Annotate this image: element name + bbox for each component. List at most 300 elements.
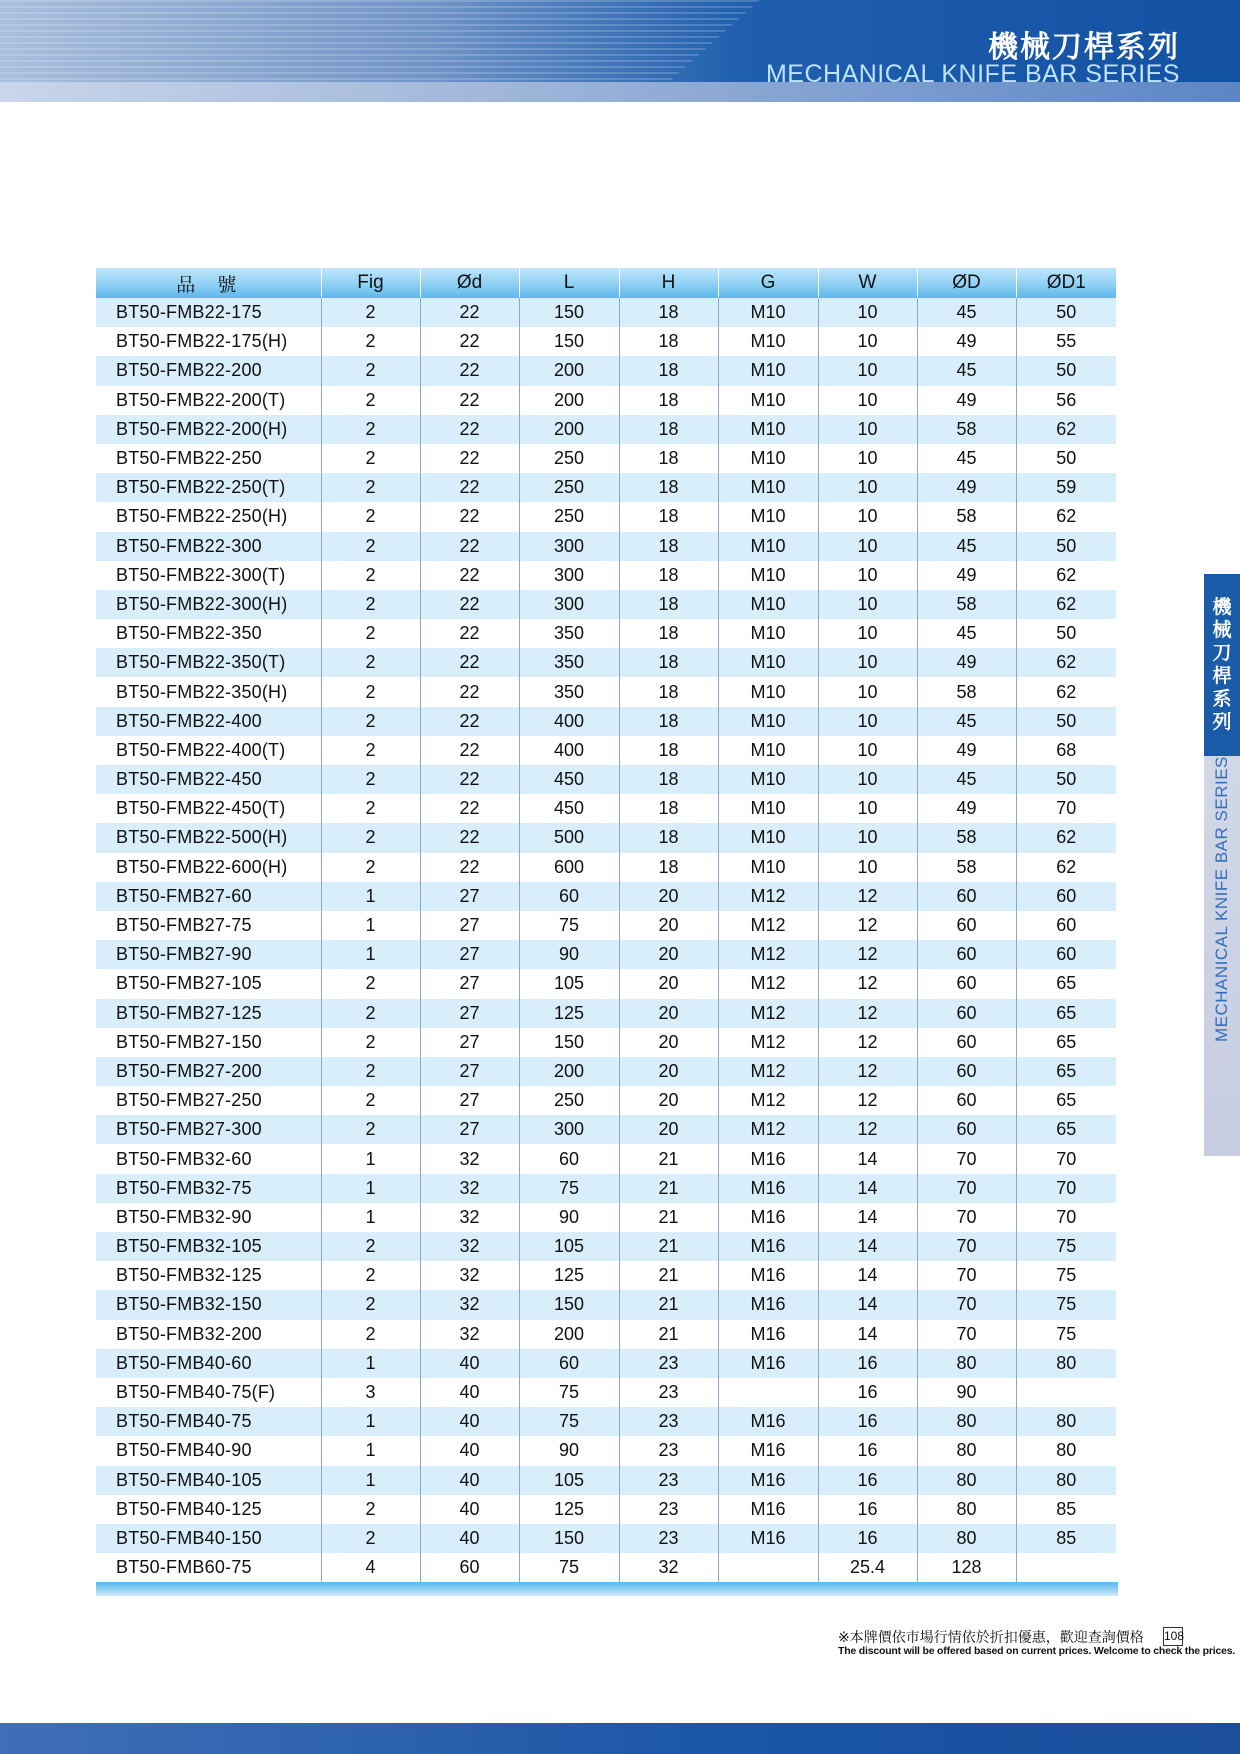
cell-outer-diameter: 58 bbox=[917, 590, 1016, 619]
cell-part-number: BT50-FMB32-90 bbox=[96, 1203, 321, 1232]
table-row bbox=[96, 911, 1116, 940]
cell-h: 20 bbox=[619, 1115, 718, 1144]
cell-outer-diameter: 60 bbox=[917, 882, 1016, 911]
cell-length: 200 bbox=[519, 356, 619, 385]
cell-g-thread: M16 bbox=[718, 1232, 818, 1261]
cell-g-thread: M12 bbox=[718, 1057, 818, 1086]
cell-part-number: BT50-FMB22-250(H) bbox=[96, 502, 321, 531]
cell-h: 18 bbox=[619, 327, 718, 356]
cell-outer-diameter: 70 bbox=[917, 1203, 1016, 1232]
cell-outer-diameter-1 bbox=[1016, 1378, 1116, 1407]
cell-h: 23 bbox=[619, 1349, 718, 1378]
page-title-cn: 機械刀桿系列 bbox=[988, 30, 1180, 65]
cell-shank-diameter: 22 bbox=[420, 502, 519, 531]
cell-w: 16 bbox=[818, 1349, 917, 1378]
cell-part-number: BT50-FMB27-125 bbox=[96, 999, 321, 1028]
page-number: 108 bbox=[1163, 1627, 1183, 1646]
cell-length: 300 bbox=[519, 532, 619, 561]
cell-h: 18 bbox=[619, 823, 718, 852]
cell-fig: 2 bbox=[321, 298, 420, 327]
cell-shank-diameter: 27 bbox=[420, 1115, 519, 1144]
cell-part-number: BT50-FMB22-400 bbox=[96, 707, 321, 736]
table-row bbox=[96, 765, 1116, 794]
cell-fig: 1 bbox=[321, 1407, 420, 1436]
cell-g-thread: M10 bbox=[718, 327, 818, 356]
cell-outer-diameter: 80 bbox=[917, 1495, 1016, 1524]
cell-part-number: BT50-FMB22-200(T) bbox=[96, 386, 321, 415]
cell-outer-diameter-1: 65 bbox=[1016, 1086, 1116, 1115]
cell-part-number: BT50-FMB40-105 bbox=[96, 1466, 321, 1495]
cell-part-number: BT50-FMB22-350(H) bbox=[96, 677, 321, 706]
cell-h: 21 bbox=[619, 1174, 718, 1203]
cell-length: 90 bbox=[519, 1436, 619, 1465]
cell-part-number: BT50-FMB22-450(T) bbox=[96, 794, 321, 823]
cell-w: 10 bbox=[818, 619, 917, 648]
cell-g-thread: M12 bbox=[718, 1086, 818, 1115]
cell-shank-diameter: 27 bbox=[420, 969, 519, 998]
cell-part-number: BT50-FMB22-600(H) bbox=[96, 853, 321, 882]
table-row bbox=[96, 1232, 1116, 1261]
cell-outer-diameter-1: 50 bbox=[1016, 444, 1116, 473]
cell-h: 21 bbox=[619, 1290, 718, 1319]
cell-length: 350 bbox=[519, 619, 619, 648]
cell-outer-diameter-1: 80 bbox=[1016, 1466, 1116, 1495]
cell-shank-diameter: 22 bbox=[420, 590, 519, 619]
cell-length: 150 bbox=[519, 1028, 619, 1057]
cell-g-thread: M10 bbox=[718, 794, 818, 823]
cell-outer-diameter-1: 62 bbox=[1016, 561, 1116, 590]
cell-part-number: BT50-FMB27-60 bbox=[96, 882, 321, 911]
cell-length: 300 bbox=[519, 561, 619, 590]
cell-w: 12 bbox=[818, 882, 917, 911]
table-row bbox=[96, 940, 1116, 969]
cell-shank-diameter: 27 bbox=[420, 911, 519, 940]
cell-w: 14 bbox=[818, 1203, 917, 1232]
cell-g-thread: M16 bbox=[718, 1466, 818, 1495]
cell-g-thread: M10 bbox=[718, 502, 818, 531]
price-note-en: The discount will be offered based on current prices. Welcome to check the prices. bbox=[838, 1645, 1236, 1657]
column-header-g-thread: G bbox=[718, 268, 818, 298]
cell-g-thread: M12 bbox=[718, 999, 818, 1028]
header-banner bbox=[0, 0, 1240, 102]
table-row bbox=[96, 969, 1116, 998]
cell-part-number: BT50-FMB40-150 bbox=[96, 1524, 321, 1553]
side-tab-title-en: MECHANICAL KNIFE BAR SERIES bbox=[1212, 756, 1231, 1042]
cell-length: 250 bbox=[519, 473, 619, 502]
side-tab-char: 桿 bbox=[1212, 665, 1232, 687]
cell-shank-diameter: 40 bbox=[420, 1349, 519, 1378]
cell-length: 150 bbox=[519, 1290, 619, 1319]
table-row bbox=[96, 1203, 1116, 1232]
cell-shank-diameter: 22 bbox=[420, 386, 519, 415]
cell-part-number: BT50-FMB40-125 bbox=[96, 1495, 321, 1524]
column-header-part-number: 品號 bbox=[96, 268, 321, 298]
column-header-h: H bbox=[619, 268, 718, 298]
cell-g-thread: M12 bbox=[718, 911, 818, 940]
cell-g-thread: M12 bbox=[718, 969, 818, 998]
cell-fig: 2 bbox=[321, 969, 420, 998]
cell-outer-diameter: 80 bbox=[917, 1436, 1016, 1465]
cell-outer-diameter-1: 62 bbox=[1016, 502, 1116, 531]
column-header-w: W bbox=[818, 268, 917, 298]
cell-fig: 2 bbox=[321, 1320, 420, 1349]
cell-g-thread: M16 bbox=[718, 1524, 818, 1553]
cell-part-number: BT50-FMB22-300(H) bbox=[96, 590, 321, 619]
cell-h: 21 bbox=[619, 1261, 718, 1290]
cell-fig: 2 bbox=[321, 1086, 420, 1115]
cell-fig: 1 bbox=[321, 940, 420, 969]
side-tab-char: 列 bbox=[1212, 711, 1232, 733]
cell-part-number: BT50-FMB22-250 bbox=[96, 444, 321, 473]
cell-w: 14 bbox=[818, 1320, 917, 1349]
cell-g-thread: M16 bbox=[718, 1290, 818, 1319]
cell-outer-diameter-1: 65 bbox=[1016, 1115, 1116, 1144]
cell-w: 12 bbox=[818, 999, 917, 1028]
table-row bbox=[96, 502, 1116, 531]
cell-outer-diameter: 80 bbox=[917, 1466, 1016, 1495]
cell-part-number: BT50-FMB40-75 bbox=[96, 1407, 321, 1436]
cell-w: 10 bbox=[818, 648, 917, 677]
cell-outer-diameter: 80 bbox=[917, 1407, 1016, 1436]
cell-fig: 2 bbox=[321, 415, 420, 444]
cell-w: 10 bbox=[818, 532, 917, 561]
cell-g-thread: M16 bbox=[718, 1174, 818, 1203]
table-row bbox=[96, 1290, 1116, 1319]
cell-g-thread: M12 bbox=[718, 1028, 818, 1057]
cell-fig: 3 bbox=[321, 1378, 420, 1407]
table-bottom-bar bbox=[96, 1582, 1118, 1596]
cell-g-thread: M12 bbox=[718, 940, 818, 969]
table-header-row bbox=[96, 268, 1116, 298]
cell-g-thread: M16 bbox=[718, 1144, 818, 1173]
cell-g-thread: M16 bbox=[718, 1261, 818, 1290]
cell-h: 18 bbox=[619, 794, 718, 823]
cell-outer-diameter-1: 50 bbox=[1016, 707, 1116, 736]
table-row bbox=[96, 619, 1116, 648]
cell-part-number: BT50-FMB27-300 bbox=[96, 1115, 321, 1144]
cell-outer-diameter-1: 50 bbox=[1016, 619, 1116, 648]
cell-length: 90 bbox=[519, 1203, 619, 1232]
cell-shank-diameter: 22 bbox=[420, 794, 519, 823]
cell-h: 23 bbox=[619, 1436, 718, 1465]
cell-length: 105 bbox=[519, 1232, 619, 1261]
cell-g-thread bbox=[718, 1378, 818, 1407]
cell-outer-diameter: 49 bbox=[917, 327, 1016, 356]
cell-w: 12 bbox=[818, 940, 917, 969]
cell-outer-diameter: 45 bbox=[917, 765, 1016, 794]
cell-outer-diameter: 70 bbox=[917, 1174, 1016, 1203]
cell-fig: 2 bbox=[321, 853, 420, 882]
cell-fig: 2 bbox=[321, 1524, 420, 1553]
cell-outer-diameter-1: 60 bbox=[1016, 882, 1116, 911]
cell-h: 23 bbox=[619, 1466, 718, 1495]
table-row bbox=[96, 1028, 1116, 1057]
cell-fig: 1 bbox=[321, 911, 420, 940]
table-row bbox=[96, 1495, 1116, 1524]
cell-length: 200 bbox=[519, 1057, 619, 1086]
cell-g-thread: M16 bbox=[718, 1320, 818, 1349]
cell-outer-diameter: 60 bbox=[917, 940, 1016, 969]
cell-fig: 2 bbox=[321, 1057, 420, 1086]
cell-length: 125 bbox=[519, 999, 619, 1028]
cell-part-number: BT50-FMB22-250(T) bbox=[96, 473, 321, 502]
cell-w: 14 bbox=[818, 1144, 917, 1173]
cell-w: 25.4 bbox=[818, 1553, 917, 1582]
cell-outer-diameter: 45 bbox=[917, 298, 1016, 327]
cell-fig: 2 bbox=[321, 386, 420, 415]
banner-stripes bbox=[0, 0, 760, 82]
cell-g-thread: M16 bbox=[718, 1495, 818, 1524]
cell-part-number: BT50-FMB22-200(H) bbox=[96, 415, 321, 444]
cell-length: 600 bbox=[519, 853, 619, 882]
cell-length: 125 bbox=[519, 1495, 619, 1524]
cell-part-number: BT50-FMB60-75 bbox=[96, 1553, 321, 1582]
cell-g-thread: M10 bbox=[718, 677, 818, 706]
cell-length: 350 bbox=[519, 648, 619, 677]
cell-part-number: BT50-FMB22-350(T) bbox=[96, 648, 321, 677]
cell-h: 20 bbox=[619, 1086, 718, 1115]
cell-outer-diameter: 70 bbox=[917, 1261, 1016, 1290]
cell-outer-diameter: 45 bbox=[917, 356, 1016, 385]
cell-shank-diameter: 60 bbox=[420, 1553, 519, 1582]
cell-outer-diameter: 58 bbox=[917, 853, 1016, 882]
cell-h: 20 bbox=[619, 1057, 718, 1086]
cell-g-thread bbox=[718, 1553, 818, 1582]
footer-bar bbox=[0, 1723, 1240, 1754]
cell-h: 20 bbox=[619, 882, 718, 911]
cell-fig: 4 bbox=[321, 1553, 420, 1582]
cell-outer-diameter: 49 bbox=[917, 561, 1016, 590]
cell-fig: 2 bbox=[321, 677, 420, 706]
side-tab[interactable] bbox=[1204, 574, 1240, 1156]
cell-outer-diameter-1: 80 bbox=[1016, 1436, 1116, 1465]
cell-outer-diameter-1: 65 bbox=[1016, 999, 1116, 1028]
cell-shank-diameter: 32 bbox=[420, 1320, 519, 1349]
cell-g-thread: M16 bbox=[718, 1349, 818, 1378]
table-row bbox=[96, 1524, 1116, 1553]
cell-part-number: BT50-FMB22-450 bbox=[96, 765, 321, 794]
cell-h: 18 bbox=[619, 677, 718, 706]
cell-part-number: BT50-FMB40-75(F) bbox=[96, 1378, 321, 1407]
table-row bbox=[96, 356, 1116, 385]
cell-length: 150 bbox=[519, 298, 619, 327]
cell-outer-diameter-1: 65 bbox=[1016, 1028, 1116, 1057]
cell-outer-diameter: 60 bbox=[917, 1028, 1016, 1057]
cell-shank-diameter: 27 bbox=[420, 999, 519, 1028]
cell-fig: 1 bbox=[321, 882, 420, 911]
cell-length: 75 bbox=[519, 1407, 619, 1436]
cell-part-number: BT50-FMB22-200 bbox=[96, 356, 321, 385]
cell-fig: 2 bbox=[321, 356, 420, 385]
cell-fig: 2 bbox=[321, 619, 420, 648]
cell-w: 10 bbox=[818, 677, 917, 706]
cell-outer-diameter: 60 bbox=[917, 999, 1016, 1028]
cell-fig: 2 bbox=[321, 1028, 420, 1057]
cell-outer-diameter: 49 bbox=[917, 386, 1016, 415]
cell-w: 10 bbox=[818, 298, 917, 327]
column-header-shank-diameter: Ød bbox=[420, 268, 519, 298]
cell-outer-diameter: 70 bbox=[917, 1290, 1016, 1319]
cell-fig: 2 bbox=[321, 1290, 420, 1319]
cell-shank-diameter: 22 bbox=[420, 736, 519, 765]
cell-outer-diameter-1: 85 bbox=[1016, 1524, 1116, 1553]
cell-outer-diameter: 45 bbox=[917, 532, 1016, 561]
cell-h: 18 bbox=[619, 561, 718, 590]
spec-table-container bbox=[96, 268, 1116, 1596]
page-title-en: MECHANICAL KNIFE BAR SERIES bbox=[765, 60, 1180, 88]
table-row bbox=[96, 1349, 1116, 1378]
cell-part-number: BT50-FMB32-200 bbox=[96, 1320, 321, 1349]
cell-part-number: BT50-FMB27-200 bbox=[96, 1057, 321, 1086]
column-header-outer-diameter-1: ØD1 bbox=[1016, 268, 1116, 298]
cell-w: 10 bbox=[818, 707, 917, 736]
cell-fig: 2 bbox=[321, 532, 420, 561]
table-row bbox=[96, 999, 1116, 1028]
cell-length: 75 bbox=[519, 1174, 619, 1203]
cell-outer-diameter-1: 68 bbox=[1016, 736, 1116, 765]
cell-shank-diameter: 22 bbox=[420, 444, 519, 473]
cell-g-thread: M10 bbox=[718, 444, 818, 473]
cell-part-number: BT50-FMB32-105 bbox=[96, 1232, 321, 1261]
cell-shank-diameter: 40 bbox=[420, 1378, 519, 1407]
cell-length: 75 bbox=[519, 1378, 619, 1407]
cell-fig: 1 bbox=[321, 1466, 420, 1495]
cell-h: 18 bbox=[619, 532, 718, 561]
table-row bbox=[96, 823, 1116, 852]
cell-outer-diameter: 60 bbox=[917, 969, 1016, 998]
cell-g-thread: M10 bbox=[718, 619, 818, 648]
cell-outer-diameter: 45 bbox=[917, 707, 1016, 736]
cell-part-number: BT50-FMB32-125 bbox=[96, 1261, 321, 1290]
cell-shank-diameter: 22 bbox=[420, 619, 519, 648]
cell-shank-diameter: 22 bbox=[420, 823, 519, 852]
cell-shank-diameter: 27 bbox=[420, 1057, 519, 1086]
cell-h: 21 bbox=[619, 1320, 718, 1349]
table-row bbox=[96, 590, 1116, 619]
cell-length: 105 bbox=[519, 1466, 619, 1495]
cell-length: 150 bbox=[519, 327, 619, 356]
cell-g-thread: M10 bbox=[718, 561, 818, 590]
side-tab-char: 刀 bbox=[1212, 642, 1232, 664]
table-body bbox=[96, 298, 1116, 1582]
cell-h: 18 bbox=[619, 590, 718, 619]
cell-g-thread: M16 bbox=[718, 1436, 818, 1465]
cell-fig: 2 bbox=[321, 1115, 420, 1144]
cell-part-number: BT50-FMB32-150 bbox=[96, 1290, 321, 1319]
cell-outer-diameter: 128 bbox=[917, 1553, 1016, 1582]
cell-w: 12 bbox=[818, 911, 917, 940]
cell-part-number: BT50-FMB32-60 bbox=[96, 1144, 321, 1173]
cell-outer-diameter-1: 80 bbox=[1016, 1349, 1116, 1378]
cell-outer-diameter-1: 80 bbox=[1016, 1407, 1116, 1436]
cell-shank-diameter: 27 bbox=[420, 882, 519, 911]
table-row bbox=[96, 1466, 1116, 1495]
cell-outer-diameter: 60 bbox=[917, 1086, 1016, 1115]
cell-part-number: BT50-FMB22-175(H) bbox=[96, 327, 321, 356]
cell-shank-diameter: 32 bbox=[420, 1174, 519, 1203]
cell-outer-diameter-1: 50 bbox=[1016, 765, 1116, 794]
cell-outer-diameter-1: 50 bbox=[1016, 356, 1116, 385]
cell-outer-diameter-1: 85 bbox=[1016, 1495, 1116, 1524]
cell-shank-diameter: 22 bbox=[420, 648, 519, 677]
cell-w: 10 bbox=[818, 502, 917, 531]
table-row bbox=[96, 882, 1116, 911]
cell-g-thread: M10 bbox=[718, 736, 818, 765]
cell-outer-diameter-1: 75 bbox=[1016, 1261, 1116, 1290]
cell-length: 60 bbox=[519, 1349, 619, 1378]
cell-part-number: BT50-FMB22-400(T) bbox=[96, 736, 321, 765]
cell-shank-diameter: 22 bbox=[420, 473, 519, 502]
cell-shank-diameter: 40 bbox=[420, 1466, 519, 1495]
column-header-outer-diameter: ØD bbox=[917, 268, 1016, 298]
cell-w: 16 bbox=[818, 1436, 917, 1465]
cell-outer-diameter-1: 60 bbox=[1016, 911, 1116, 940]
cell-h: 23 bbox=[619, 1524, 718, 1553]
cell-outer-diameter-1: 70 bbox=[1016, 1174, 1116, 1203]
cell-shank-diameter: 32 bbox=[420, 1144, 519, 1173]
cell-h: 18 bbox=[619, 707, 718, 736]
table-row bbox=[96, 1436, 1116, 1465]
cell-w: 12 bbox=[818, 1115, 917, 1144]
cell-outer-diameter-1: 62 bbox=[1016, 415, 1116, 444]
cell-part-number: BT50-FMB22-300(T) bbox=[96, 561, 321, 590]
cell-w: 12 bbox=[818, 1086, 917, 1115]
cell-w: 10 bbox=[818, 736, 917, 765]
cell-shank-diameter: 22 bbox=[420, 561, 519, 590]
table-row bbox=[96, 648, 1116, 677]
cell-length: 400 bbox=[519, 707, 619, 736]
cell-g-thread: M10 bbox=[718, 386, 818, 415]
cell-fig: 2 bbox=[321, 999, 420, 1028]
cell-g-thread: M10 bbox=[718, 853, 818, 882]
cell-w: 14 bbox=[818, 1290, 917, 1319]
cell-outer-diameter-1: 62 bbox=[1016, 853, 1116, 882]
cell-part-number: BT50-FMB22-350 bbox=[96, 619, 321, 648]
cell-outer-diameter: 58 bbox=[917, 415, 1016, 444]
cell-length: 250 bbox=[519, 1086, 619, 1115]
table-row bbox=[96, 707, 1116, 736]
cell-g-thread: M10 bbox=[718, 648, 818, 677]
table-row bbox=[96, 677, 1116, 706]
table-row bbox=[96, 1261, 1116, 1290]
cell-length: 75 bbox=[519, 911, 619, 940]
cell-fig: 1 bbox=[321, 1349, 420, 1378]
table-row bbox=[96, 473, 1116, 502]
cell-length: 250 bbox=[519, 502, 619, 531]
cell-shank-diameter: 40 bbox=[420, 1495, 519, 1524]
cell-length: 200 bbox=[519, 386, 619, 415]
cell-length: 105 bbox=[519, 969, 619, 998]
cell-length: 250 bbox=[519, 444, 619, 473]
cell-outer-diameter-1: 56 bbox=[1016, 386, 1116, 415]
side-tab-char: 機 bbox=[1212, 596, 1232, 618]
cell-outer-diameter: 49 bbox=[917, 794, 1016, 823]
cell-part-number: BT50-FMB40-60 bbox=[96, 1349, 321, 1378]
cell-fig: 2 bbox=[321, 502, 420, 531]
cell-w: 14 bbox=[818, 1232, 917, 1261]
cell-h: 18 bbox=[619, 415, 718, 444]
column-header-length: L bbox=[519, 268, 619, 298]
cell-h: 18 bbox=[619, 619, 718, 648]
table-row bbox=[96, 1320, 1116, 1349]
cell-fig: 1 bbox=[321, 1203, 420, 1232]
table-row bbox=[96, 1144, 1116, 1173]
cell-outer-diameter-1: 65 bbox=[1016, 969, 1116, 998]
cell-fig: 2 bbox=[321, 823, 420, 852]
cell-part-number: BT50-FMB27-150 bbox=[96, 1028, 321, 1057]
cell-part-number: BT50-FMB27-105 bbox=[96, 969, 321, 998]
cell-g-thread: M10 bbox=[718, 356, 818, 385]
